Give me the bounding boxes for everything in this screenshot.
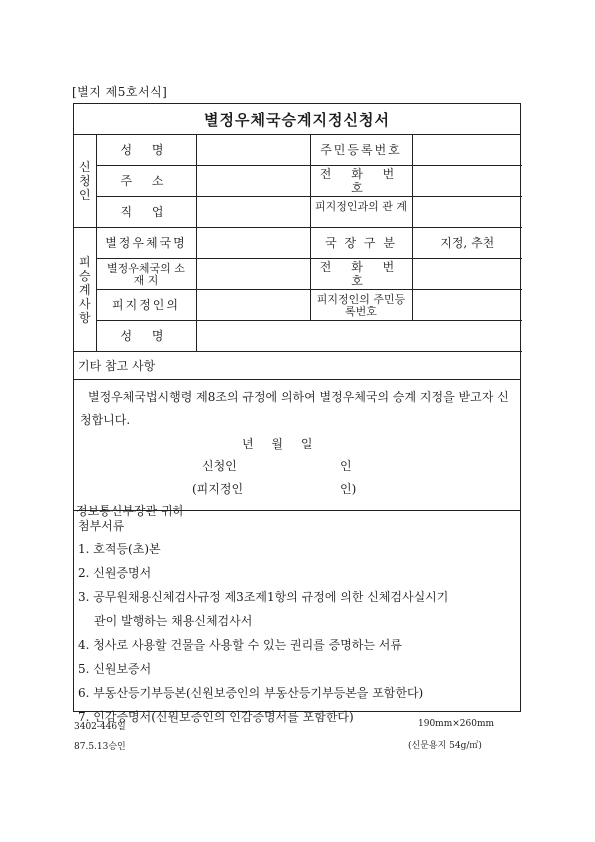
attachments-section xyxy=(74,511,520,729)
list-item: 3. 공무원채용신체검사규정 제3조제1항의 규정에 의한 신체검사실시기 관이 발행하는 채용신체검사서 xyxy=(78,590,449,628)
designee-signature-line xyxy=(192,480,357,497)
designee-label: 피지정인의 xyxy=(96,290,196,321)
applicant-row-job xyxy=(74,197,522,228)
designee-group-label: 피 승 계 사 항 xyxy=(74,228,96,352)
office-phone-field[interactable] xyxy=(412,259,522,290)
applicant-row-name xyxy=(74,135,522,166)
applicant-signature-line xyxy=(202,457,352,474)
approval-date: 87.5.13승인 xyxy=(74,742,126,752)
office-type-value: 지정, 추천 xyxy=(412,228,522,259)
designee-row-name xyxy=(74,321,522,352)
office-name-field[interactable] xyxy=(196,228,310,259)
applicant-address-label: 주 소 xyxy=(96,166,196,197)
form-title: 별정우체국승계지정신청서 xyxy=(74,104,520,135)
attachments-heading: 첨부서류 xyxy=(78,519,125,533)
applicant-name-field[interactable] xyxy=(196,135,310,166)
declaration-block xyxy=(74,380,520,518)
list-item: 4. 청사로 사용할 건물을 사용할 수 있는 권리를 증명하는 서류 xyxy=(78,638,402,652)
applicant-phone-label: 전 화 번 호 xyxy=(310,166,412,197)
applicant-job-label: 직 업 xyxy=(96,197,196,228)
designee-seal-mark: 인) xyxy=(340,482,357,496)
designee-name-field[interactable] xyxy=(196,321,522,352)
designee-name-label: 성 명 xyxy=(96,321,196,352)
applicant-rrn-label: 주민등록번호 xyxy=(310,135,412,166)
applicant-address-field[interactable] xyxy=(196,166,310,197)
applicant-phone-field[interactable] xyxy=(412,166,522,197)
designee-row-office-name xyxy=(74,228,522,259)
list-item: 6. 부동산등기부등본(신원보증인의 부동산등기부등본을 포함한다) xyxy=(78,686,424,700)
designee-row-designee xyxy=(74,290,522,321)
declaration-text: 별정우체국법시행령 제8조의 규정에 의하여 별정우체국의 승계 지정을 받고자 신청합니다. xyxy=(80,390,509,427)
applicant-rrn-field[interactable] xyxy=(412,135,522,166)
remarks-row[interactable] xyxy=(74,352,520,380)
applicant-name-label: 성 명 xyxy=(96,135,196,166)
office-location-label: 별정우체국의 소 재 지 xyxy=(96,259,196,290)
office-phone-label: 전 화 번 호 xyxy=(310,259,412,290)
list-item: 5. 신원보증서 xyxy=(78,662,152,676)
applicant-group-label: 신 청 인 xyxy=(74,135,96,228)
applicant-seal-mark: 인 xyxy=(340,459,352,473)
designee-rrn-field[interactable] xyxy=(412,290,522,321)
designee-rrn-label: 피지정인의 주민등록번호 xyxy=(310,290,412,321)
office-type-label: 국 장 구 분 xyxy=(310,228,412,259)
applicant-sign-label: 신청인 xyxy=(202,459,237,473)
list-item: 1. 호적등(초)본 xyxy=(78,542,161,556)
remarks-label: 기타 참고 사항 xyxy=(78,359,156,373)
list-item: 7. 인감증명서(신원보증인의 인감증명서를 포함한다) xyxy=(78,710,354,724)
paper-size: 190mm×260mm xyxy=(418,719,495,729)
office-location-field[interactable] xyxy=(196,259,310,290)
addressee: 정보통신부장관 귀하 xyxy=(76,504,185,518)
applicant-row-address xyxy=(74,166,522,197)
info-table xyxy=(74,135,522,352)
list-item: 2. 신원증명서 xyxy=(78,566,152,580)
paper-spec: (신문용지 54g/㎡) xyxy=(408,741,482,751)
office-name-label: 별정우체국명 xyxy=(96,228,196,259)
date-line: 년 월 일 xyxy=(242,437,313,451)
form-number-label: [별지 제5호서식] xyxy=(72,85,168,99)
attachments-list xyxy=(78,537,516,729)
applicant-job-field[interactable] xyxy=(196,197,310,228)
designee-row-location xyxy=(74,259,522,290)
designee-field[interactable] xyxy=(196,290,310,321)
applicant-relation-field[interactable] xyxy=(412,197,522,228)
designee-sign-label: (피지정인 xyxy=(192,482,244,496)
form-code: 3402-446일 xyxy=(74,722,126,732)
applicant-relation-label: 피지정인과의 관 계 xyxy=(310,197,412,228)
